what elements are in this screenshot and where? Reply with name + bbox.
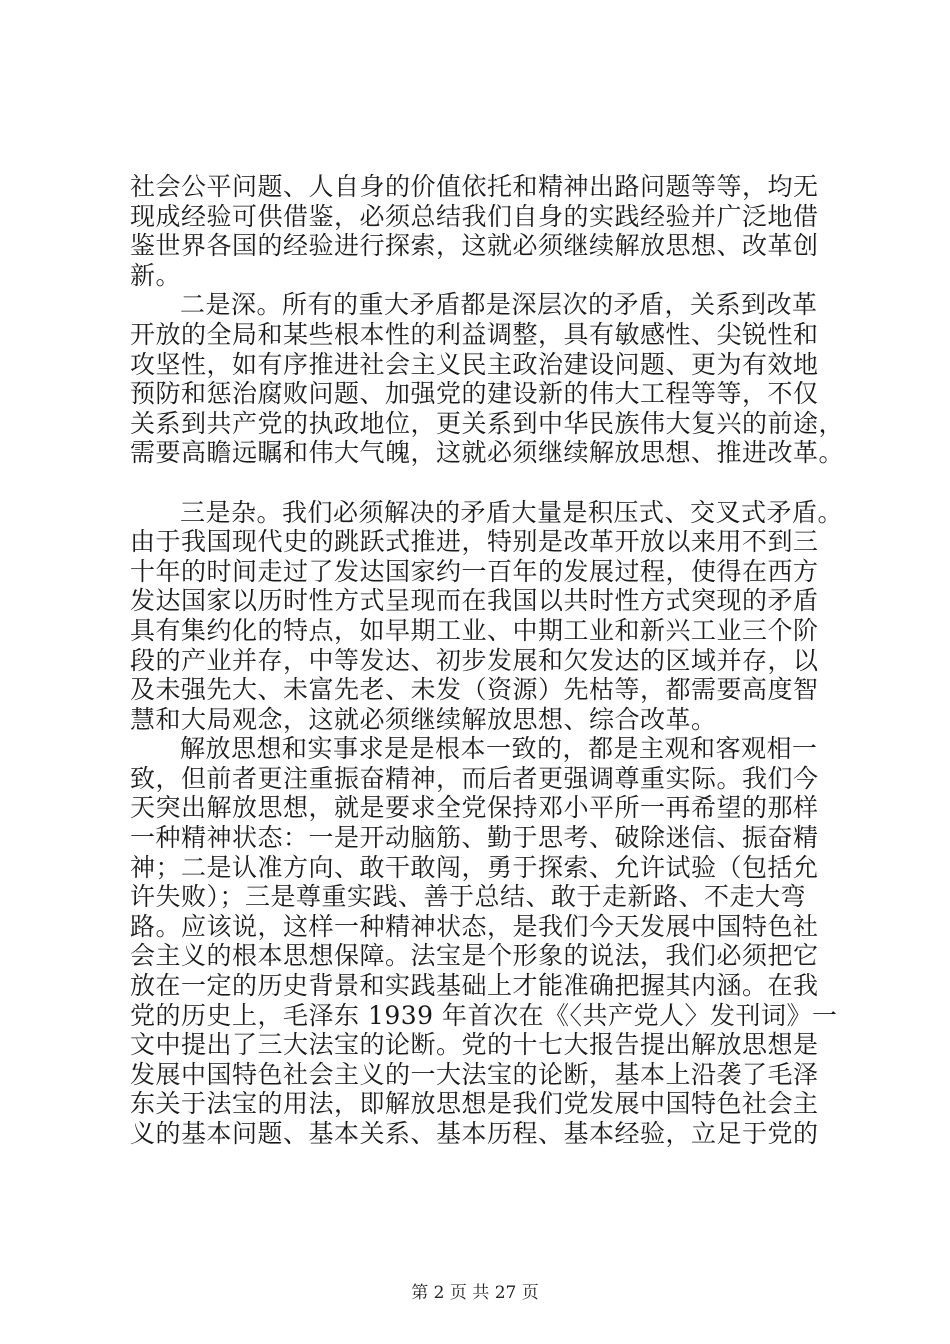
- text-line: 二是深。所有的重大矛盾都是深层次的矛盾，关系到改革: [180, 290, 818, 320]
- text-line: 会主义的根本思想保障。法宝是个形象的说法，我们必须把它: [130, 941, 819, 971]
- text-line: 段的产业并存，中等发达、初步发展和欠发达的区域并存，以: [130, 645, 819, 675]
- text-line: 党的历史上，毛泽东 1939 年首次在《〈共产党人〉发刊词》一: [130, 1000, 838, 1030]
- paragraph-gap: [130, 468, 840, 498]
- document-body: [130, 172, 845, 1149]
- text-line: 文中提出了三大法宝的论断。党的十七大报告提出解放思想是: [130, 1030, 819, 1060]
- text-line: 路。应该说，这样一种精神状态，是我们今天发展中国特色社: [130, 911, 819, 941]
- text-line: 解放思想和实事求是是根本一致的，都是主观和客观相一: [180, 734, 818, 764]
- text-line: 天突出解放思想，就是要求全党保持邓小平所一再希望的那样: [130, 793, 819, 823]
- paragraph-3: [130, 497, 844, 735]
- text-line: 攻坚性，如有序推进社会主义民主政治建设问题、更为有效地: [130, 349, 819, 379]
- paragraph-4: [130, 734, 840, 1148]
- text-line: 开放的全局和某些根本性的利益调整，具有敏感性、尖锐性和: [130, 319, 819, 349]
- text-line: 许失败）；三是尊重实践、善于总结、敢于走新路、不走大弯: [130, 882, 807, 912]
- text-line: 发展中国特色社会主义的一大法宝的论断，基本上沿袭了毛泽: [130, 1059, 819, 1089]
- page-number-footer: 第 2 页 共 27 页: [411, 1283, 539, 1303]
- text-line: 关系到共产党的执政地位，更关系到中华民族伟大复兴的前途，: [130, 408, 845, 438]
- text-line: 义的基本问题、基本关系、基本历程、基本经验，立足于党的: [130, 1119, 819, 1148]
- text-line: 社会公平问题、人自身的价值依托和精神出路问题等等，均无: [130, 172, 819, 201]
- text-line: 致，但前者更注重振奋精神，而后者更强调尊重实际。我们今: [130, 763, 819, 793]
- text-line: 具有集约化的特点，如早期工业、中期工业和新兴工业三个阶: [130, 615, 819, 645]
- paragraph-2: [130, 290, 845, 468]
- text-line: 鉴世界各国的经验进行探索，这就必须继续解放思想、改革创: [130, 231, 819, 261]
- text-line: 及未强先大、未富先老、未发（资源）先枯等，都需要高度智: [130, 675, 819, 705]
- text-line: 需要高瞻远瞩和伟大气魄，这就必须继续解放思想、推进改革。: [130, 438, 845, 468]
- text-line: 一种精神状态：一是开动脑筋、勤于思考、破除迷信、振奋精: [130, 823, 819, 853]
- text-line: 新。: [130, 260, 182, 290]
- text-line: 发达国家以历时性方式呈现而在我国以共时性方式突现的矛盾: [130, 586, 819, 616]
- paragraph-1: [130, 172, 840, 290]
- text-line: 慧和大局观念，这就必须继续解放思想、综合改革。: [130, 704, 717, 734]
- text-line: 神；二是认准方向、敢干敢闯，勇于探索、允许试验（包括允: [130, 852, 819, 882]
- text-line: 由于我国现代史的跳跃式推进，特别是改革开放以来用不到三: [130, 527, 819, 557]
- text-line: 东关于法宝的用法，即解放思想是我们党发展中国特色社会主: [130, 1089, 819, 1119]
- text-line: 现成经验可供借鉴，必须总结我们自身的实践经验并广泛地借: [130, 201, 819, 231]
- text-line: 预防和惩治腐败问题、加强党的建设新的伟大工程等等，不仅: [130, 379, 819, 409]
- text-line: 三是杂。我们必须解决的矛盾大量是积压式、交叉式矛盾。: [180, 497, 844, 527]
- text-line: 放在一定的历史背景和实践基础上才能准确把握其内涵。在我: [130, 971, 819, 1001]
- text-line: 十年的时间走过了发达国家约一百年的发展过程，使得在西方: [130, 556, 819, 586]
